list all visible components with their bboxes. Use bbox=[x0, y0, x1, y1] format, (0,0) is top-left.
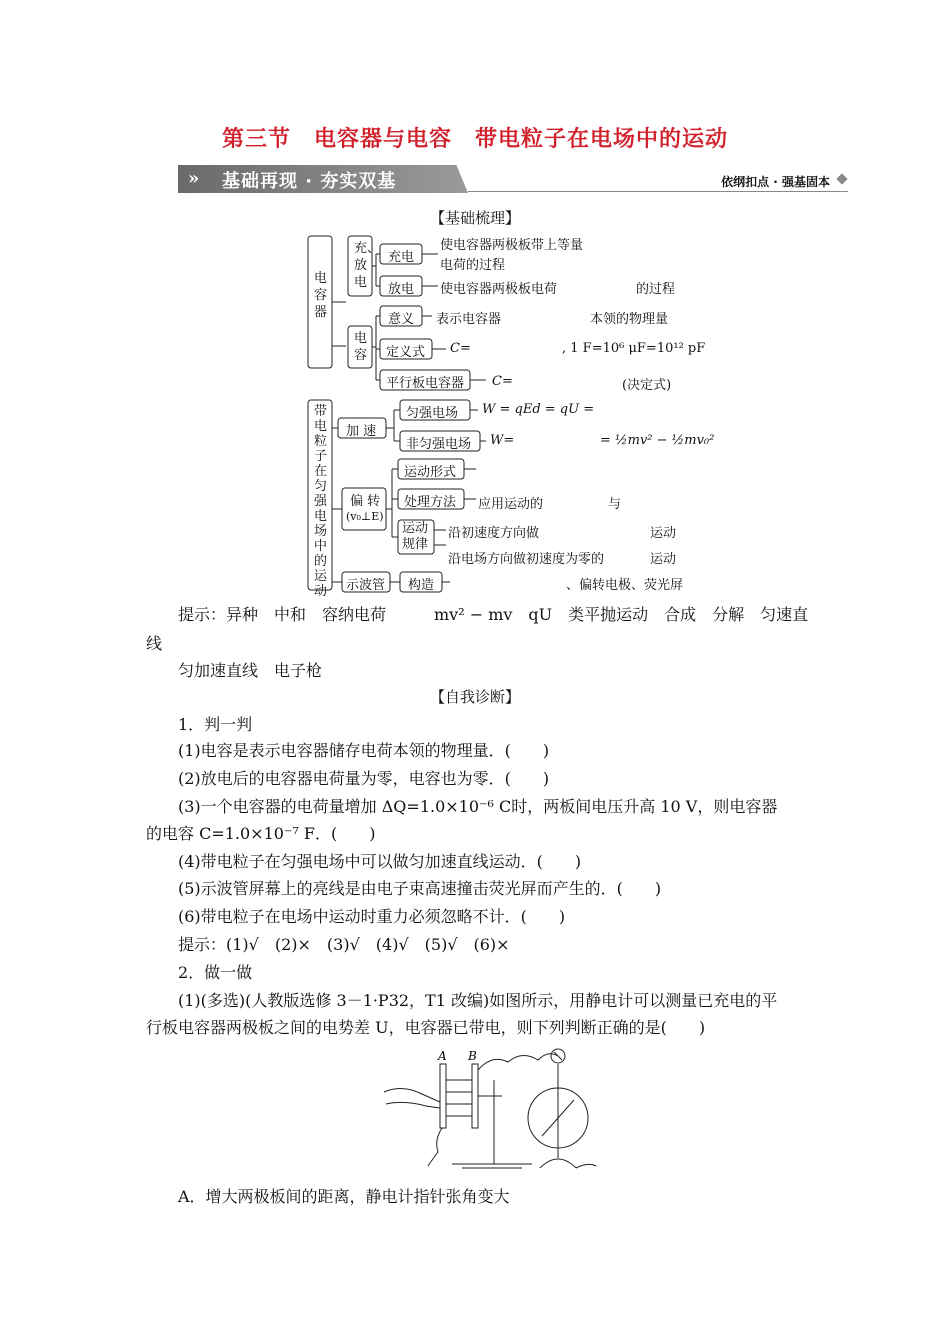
law-text-2: 沿电场方向做初速度为零的 bbox=[448, 552, 605, 567]
section-heading-self-check: 【自我诊断】 bbox=[429, 688, 520, 706]
node-deflect: 偏 转 bbox=[350, 494, 381, 509]
method-text: 应用运动的 bbox=[478, 497, 544, 512]
banner-right-text: 依纲扣点 · 强基固本 bbox=[721, 175, 830, 189]
node-nonuniform-field: 非匀强电场 bbox=[406, 437, 472, 452]
law-end-2: 运动 bbox=[650, 552, 677, 567]
hint-1: 提示：异种 中和 容纳电荷 mv² − mv qU 类平抛运动 合成 分解 匀速直 bbox=[178, 605, 809, 624]
plate-text: C= bbox=[492, 374, 513, 389]
banner-left-text: 基础再现 · 夯实双基 bbox=[222, 171, 397, 192]
method-mid: 与 bbox=[608, 497, 622, 512]
node-uniform-field: 匀强电场 bbox=[406, 406, 459, 421]
law-text-1: 沿初速度方向做 bbox=[448, 526, 540, 541]
node-charged-particle: 带电粒子在匀强电场中的运动 bbox=[314, 404, 328, 599]
node-charge: 充电 bbox=[388, 250, 415, 265]
electroscope-figure bbox=[382, 1040, 607, 1172]
definition-end: , 1 F=10⁶ μF=10¹² pF bbox=[562, 341, 706, 356]
deflect-condition: (v₀⊥E) bbox=[346, 510, 384, 523]
section-heading-basics: 【基础梳理】 bbox=[429, 209, 520, 227]
charge-text-2: 电荷的过程 bbox=[440, 258, 506, 273]
charge-text: 使电容器两极板带上等量 bbox=[440, 238, 584, 253]
diamond-icon bbox=[836, 173, 847, 184]
node-capacitance: 电容 bbox=[354, 331, 368, 363]
option-a: A．增大两极板间的距离，静电计指针张角变大 bbox=[178, 1187, 510, 1206]
hint-2: 提示：(1)√ (2)× (3)√ (4)√ (5)√ (6)× bbox=[178, 935, 510, 954]
discharge-end: 的过程 bbox=[636, 282, 676, 297]
q1-item-3: (3)一个电容器的电荷量增加 ΔQ=1.0×10⁻⁶ C时，两板间电压升高 10 V，则电容器 bbox=[178, 797, 778, 816]
node-structure: 构造 bbox=[408, 578, 435, 593]
node-meaning: 意义 bbox=[388, 312, 415, 327]
chevron-right-icon: » bbox=[188, 168, 200, 189]
node-oscilloscope: 示波管 bbox=[346, 578, 386, 593]
banner-divider bbox=[468, 191, 848, 192]
node-law: 运动规律 bbox=[402, 521, 429, 552]
node-parallel-plate: 平行板电容器 bbox=[386, 376, 465, 391]
node-motion-form: 运动形式 bbox=[404, 465, 457, 480]
plate-b-label: B bbox=[468, 1049, 477, 1063]
concept-diagram bbox=[300, 232, 715, 599]
meaning-text: 表示电容器 bbox=[436, 312, 502, 327]
q2-heading: 2．做一做 bbox=[178, 963, 253, 982]
plate-a-label: A bbox=[438, 1049, 447, 1063]
plate-end: (决定式) bbox=[622, 378, 672, 393]
structure-end: 、偏转电极、荧光屏 bbox=[566, 578, 684, 593]
node-method: 处理方法 bbox=[404, 495, 457, 510]
node-capacitor: 电容器 bbox=[314, 271, 328, 320]
nonuniform-end: = ½mv² − ½mv₀² bbox=[600, 433, 715, 448]
section-banner bbox=[178, 165, 848, 193]
hint-1-end: 匀加速直线 电子枪 bbox=[178, 661, 323, 680]
q1-item-2: (2)放电后的电容器电荷量为零，电容也为零．( ) bbox=[178, 769, 550, 788]
nonuniform-text: W= bbox=[490, 433, 515, 448]
hint-1-cont: 线 bbox=[146, 634, 163, 653]
q2-item-1: (1)(多选)(人教版选修 3－1·P32，T1 改编)如图所示，用静电计可以测量已充电的平 bbox=[178, 991, 778, 1010]
q1-item-5: (5)示波管屏幕上的亮线是由电子束高速撞击荧光屏而产生的．( ) bbox=[178, 879, 662, 898]
definition-text: C= bbox=[450, 341, 471, 356]
q1-heading: 1．判一判 bbox=[178, 715, 253, 734]
q2-item-1-cont: 行板电容器两极板之间的电势差 U，电容器已带电，则下列判断正确的是( ) bbox=[146, 1018, 706, 1037]
discharge-text: 使电容器两极板电荷 bbox=[440, 282, 558, 297]
q1-item-4: (4)带电粒子在匀强电场中可以做匀加速直线运动．( ) bbox=[178, 852, 582, 871]
node-accelerate: 加 速 bbox=[346, 424, 377, 439]
q1-item-3-cont: 的电容 C=1.0×10⁻⁷ F．( ) bbox=[146, 824, 376, 843]
node-discharge: 放电 bbox=[388, 282, 415, 297]
q1-item-1: (1)电容是表示电容器储存电荷本领的物理量．( ) bbox=[178, 741, 550, 760]
node-definition: 定义式 bbox=[386, 345, 426, 360]
node-charge-discharge: 充、放电 bbox=[354, 241, 381, 290]
uniform-text: W = qEd = qU = bbox=[482, 402, 595, 417]
page-title: 第三节 电容器与电容 带电粒子在电场中的运动 bbox=[221, 127, 728, 152]
q1-item-6: (6)带电粒子在电场中运动时重力必须忽略不计．( ) bbox=[178, 907, 566, 926]
meaning-end: 本领的物理量 bbox=[590, 312, 669, 327]
law-end-1: 运动 bbox=[650, 526, 677, 541]
electroscope-drawing bbox=[382, 1040, 607, 1172]
